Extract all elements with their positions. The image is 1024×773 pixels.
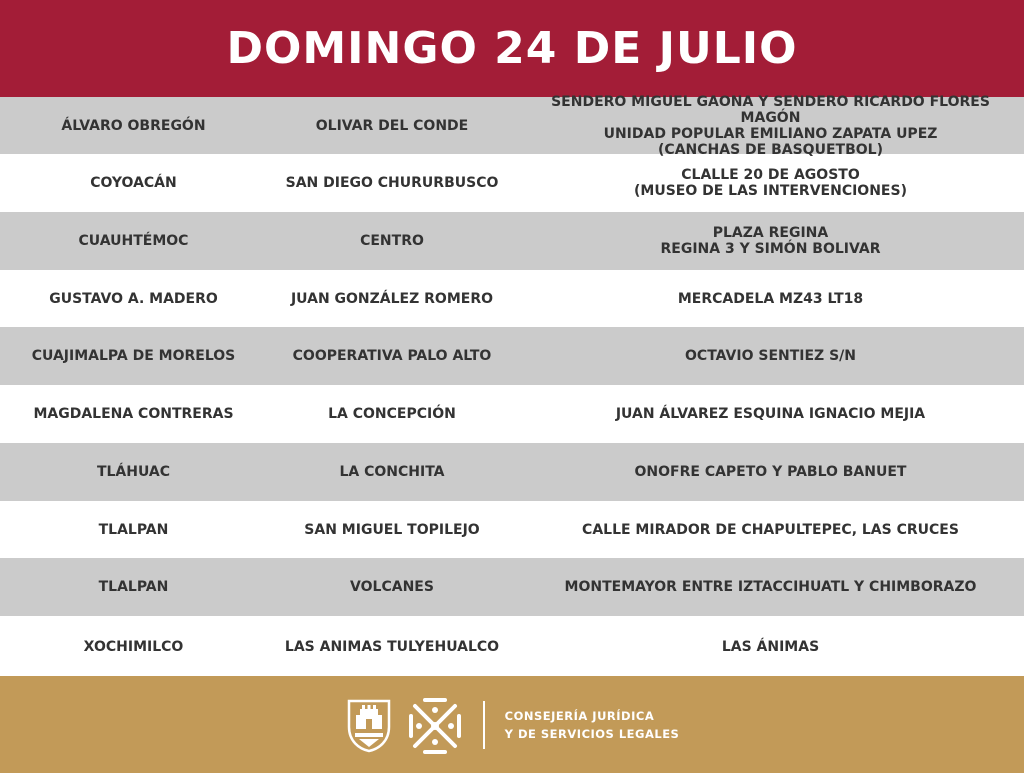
table-row — [0, 270, 1024, 327]
organization-line-1: CONSEJERÍA JURÍDICA — [504, 708, 655, 723]
lugar-cell — [517, 225, 1024, 257]
lugar-cell — [517, 406, 1024, 422]
footer-logos — [345, 694, 680, 756]
lugar-cell — [517, 464, 1024, 480]
cdmx-logo-icon — [407, 694, 463, 756]
footer-banner — [0, 676, 1024, 773]
lugar-line: CLALLE 20 DE AGOSTO — [681, 167, 860, 183]
lugar-line: OCTAVIO SENTIEZ S/N — [685, 348, 856, 364]
table-row — [0, 154, 1024, 212]
lugar-cell — [517, 639, 1024, 655]
lugar-line: REGINA 3 Y SIMÓN BOLIVAR — [660, 241, 881, 257]
lugar-line: SENDERO MIGUEL GAONA Y SENDERO RICARDO FLORES MAGÓN — [551, 93, 990, 126]
lugar-cell — [517, 348, 1024, 364]
alcaldia-cell: COYOACÁN — [90, 175, 177, 191]
lugar-line: LAS ÁNIMAS — [721, 638, 820, 655]
lugar-line: JUAN ÁLVAREZ ESQUINA IGNACIO MEJIA — [615, 406, 926, 422]
lugar-line: PLAZA REGINA — [712, 225, 829, 241]
lugar-cell — [517, 522, 1024, 538]
lugar-line: UNIDAD POPULAR EMILIANO ZAPATA UPEZ — [603, 125, 938, 142]
lugar-line: MERCADELA MZ43 LT18 — [677, 290, 864, 307]
header-banner — [0, 0, 1024, 97]
table-row — [0, 558, 1024, 616]
alcaldia-cell: GUSTAVO A. MADERO — [49, 290, 218, 307]
alcaldia-cell: CUAUHTÉMOC — [78, 233, 189, 249]
lugar-cell — [517, 94, 1024, 158]
alcaldia-cell: ÁLVARO OBREGÓN — [61, 117, 206, 134]
colonia-cell: LAS ANIMAS TULYEHUALCO — [284, 638, 500, 655]
lugar-line: (CANCHAS DE BASQUETBOL) — [658, 141, 883, 158]
colonia-cell: LA CONCHITA — [339, 464, 445, 480]
schedule-table — [0, 93, 1024, 677]
cdmx-crest-icon — [345, 697, 393, 753]
alcaldia-cell: TLALPAN — [98, 521, 169, 538]
alcaldia-cell: TLÁHUAC — [96, 464, 171, 480]
page-title: DOMINGO 24 DE JULIO — [226, 23, 798, 74]
alcaldia-cell: XOCHIMILCO — [83, 638, 184, 655]
lugar-line: ONOFRE CAPETO Y PABLO BANUET — [634, 464, 907, 480]
table-row — [0, 93, 1024, 158]
lugar-line: CALLE MIRADOR DE CHAPULTEPEC, LAS CRUCES — [582, 521, 959, 538]
colonia-cell: SAN DIEGO CHURURBUSCO — [285, 175, 499, 191]
footer-divider — [483, 701, 485, 749]
alcaldia-cell: TLALPAN — [98, 579, 169, 595]
lugar-line: MONTEMAYOR ENTRE IZTACCIHUATL Y CHIMBORAZO — [564, 579, 977, 595]
lugar-cell — [517, 167, 1024, 199]
table-row — [0, 443, 1024, 501]
colonia-cell: SAN MIGUEL TOPILEJO — [304, 521, 480, 538]
table-row — [0, 212, 1024, 270]
colonia-cell: LA CONCEPCIÓN — [328, 406, 456, 422]
table-row — [0, 385, 1024, 443]
alcaldia-cell: MAGDALENA CONTRERAS — [33, 406, 234, 422]
table-row — [0, 327, 1024, 385]
organization-line-2: Y DE SERVICIOS LEGALES — [504, 726, 680, 741]
alcaldia-cell: CUAJIMALPA DE MORELOS — [31, 348, 236, 364]
lugar-cell — [517, 291, 1024, 307]
lugar-line: (MUSEO DE LAS INTERVENCIONES) — [634, 183, 907, 199]
colonia-cell: VOLCANES — [350, 579, 434, 595]
colonia-cell: JUAN GONZÁLEZ ROMERO — [290, 290, 494, 307]
table-row — [0, 616, 1024, 677]
lugar-cell — [517, 579, 1024, 595]
organization-name — [505, 707, 680, 743]
table-row — [0, 501, 1024, 558]
colonia-cell: COOPERATIVA PALO ALTO — [292, 348, 492, 364]
colonia-cell: CENTRO — [360, 233, 424, 249]
colonia-cell: OLIVAR DEL CONDE — [315, 117, 469, 134]
